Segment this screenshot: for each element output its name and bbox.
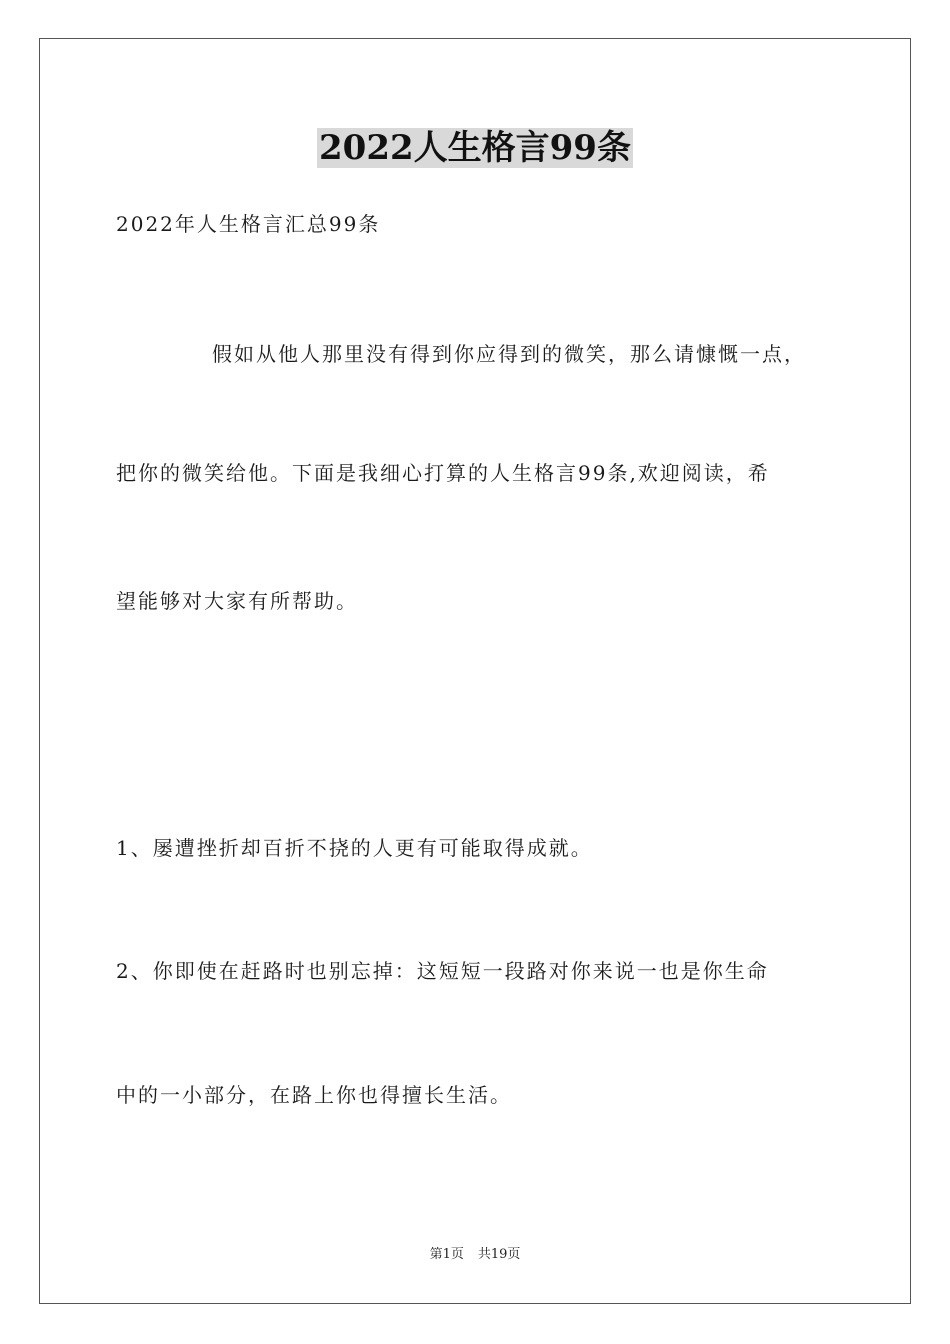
title-container: [0, 128, 950, 168]
intro-line-2: 把你的微笑给他。下面是我细心打算的人生格言99条,欢迎阅读，希: [116, 461, 770, 485]
list-item-2-line-1: 2、你即使在赶路时也别忘掉：这短短一段路对你来说一也是你生命: [116, 959, 769, 983]
intro-line-3: 望能够对大家有所帮助。: [116, 589, 358, 613]
intro-line-1: 假如从他人那里没有得到你应得到的微笑，那么请慷慨一点，: [212, 342, 806, 366]
page-footer: [0, 1246, 950, 1264]
document-title: 2022人生格言99条: [319, 128, 631, 168]
page-number: 第1页: [429, 1247, 464, 1262]
list-item-1-line-1: 1、屡遭挫折却百折不挠的人更有可能取得成就。: [116, 836, 593, 860]
list-item-2-line-2: 中的一小部分，在路上你也得擅长生活。: [116, 1083, 512, 1107]
document-subtitle: 2022年人生格言汇总99条: [116, 212, 381, 236]
page-total: 共19页: [477, 1247, 521, 1262]
